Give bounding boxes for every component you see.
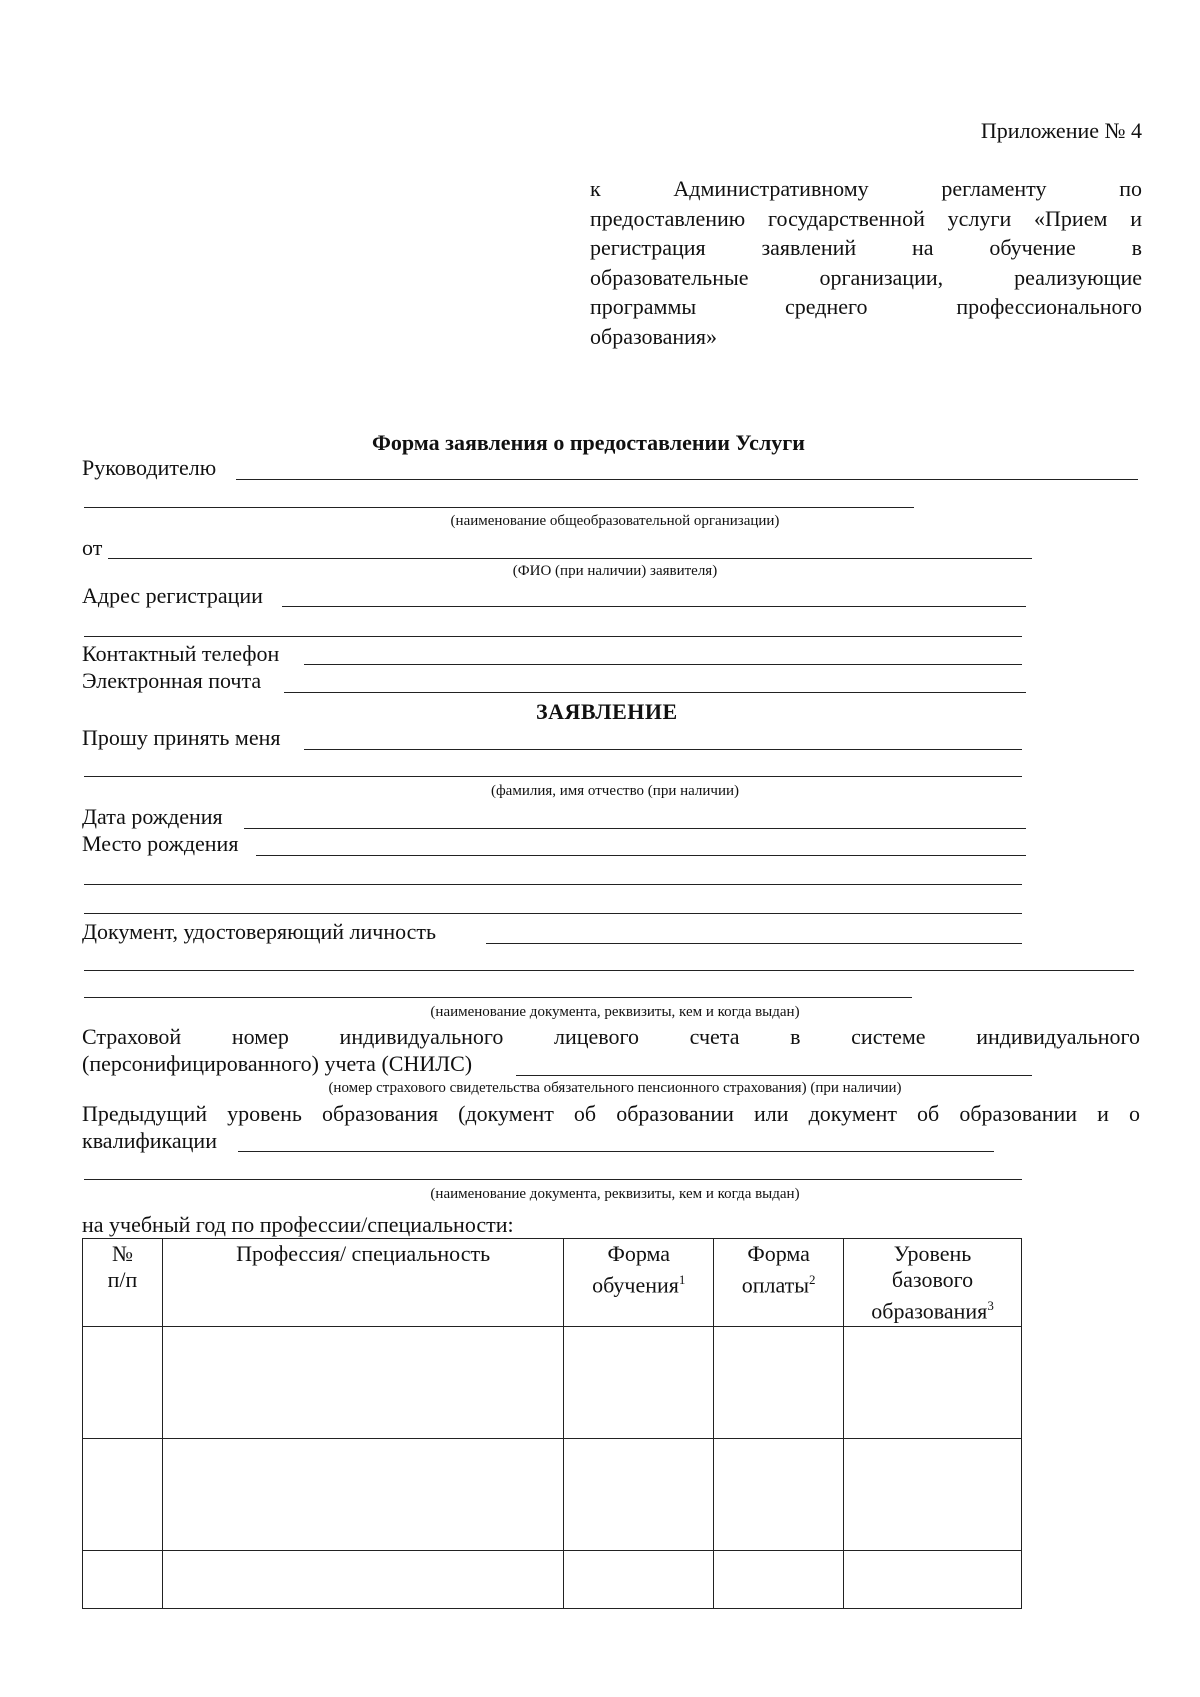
table-cell[interactable]: [83, 1551, 163, 1609]
appendix-line: программы среднего профессионального: [590, 294, 1142, 319]
footnote-ref: 1: [678, 1272, 686, 1287]
table-header-row: [83, 1239, 1022, 1327]
prev-edu-field-2[interactable]: [84, 1179, 1022, 1180]
name-caption: (фамилия, имя отчество (при наличии): [490, 783, 740, 799]
accept-field[interactable]: [304, 749, 1022, 750]
table-cell[interactable]: [564, 1551, 714, 1609]
snils-text: Страховой номер индивидуального лицевого счета в системе индивидуального: [82, 1024, 1140, 1049]
header-payment-form-line: Форма: [747, 1241, 810, 1266]
birth-place-field[interactable]: [256, 855, 1026, 856]
table-cell[interactable]: [714, 1439, 844, 1551]
table-cell[interactable]: [83, 1439, 163, 1551]
table-cell[interactable]: [844, 1327, 1022, 1439]
birth-date-label: Дата рождения: [82, 804, 223, 829]
header-num-sign: №: [111, 1241, 133, 1266]
header-study-form-line: Форма: [607, 1241, 671, 1266]
id-doc-label: Документ, удостоверяющий личность: [82, 919, 437, 944]
address-label: Адрес регистрации: [82, 583, 263, 608]
header-num: [83, 1239, 163, 1327]
phone-label: Контактный телефон: [82, 641, 280, 666]
birth-place-field-2[interactable]: [84, 884, 1022, 885]
header-base-level-line: базового: [891, 1267, 974, 1292]
head-label: Руководителю: [82, 455, 217, 480]
prev-edu-field[interactable]: [238, 1151, 994, 1152]
appendix-number: Приложение № 4: [980, 118, 1142, 143]
header-study-form-text: обучения: [592, 1272, 679, 1298]
appendix-line: регистрация заявлений на обучение в: [590, 235, 1142, 260]
year-line: на учебный год по профессии/специальности:: [82, 1212, 514, 1237]
phone-field[interactable]: [304, 664, 1022, 665]
snils-text-2: (персонифицированного) учета (СНИЛС): [82, 1051, 473, 1076]
id-doc-field-3[interactable]: [84, 997, 912, 998]
table-cell[interactable]: [714, 1551, 844, 1609]
accept-label: Прошу принять меня: [82, 725, 281, 750]
prev-edu-text: Предыдущий уровень образования (документ об образовании или документ об образовании и о: [82, 1101, 1140, 1126]
table-cell[interactable]: [162, 1439, 563, 1551]
appendix-line: предоставлению государственной услуги «Прием и: [590, 205, 1142, 231]
birth-place-field-3[interactable]: [84, 913, 1022, 914]
head-field[interactable]: [236, 479, 1138, 480]
form-title: Форма заявления о предоставлении Услуги: [372, 430, 805, 455]
email-field[interactable]: [284, 692, 1026, 693]
address-field[interactable]: [282, 606, 1026, 607]
table-row: [83, 1439, 1022, 1551]
header-payment-form-line: [718, 1267, 839, 1298]
snils-caption: (номер страхового свидетельства обязательного пенсионного страхования) (при наличии): [328, 1080, 902, 1096]
org-caption: (наименование общеобразовательной организации): [450, 513, 780, 529]
from-field[interactable]: [108, 558, 1032, 559]
footnote-ref: 2: [809, 1272, 816, 1287]
profession-table: [82, 1238, 1022, 1609]
header-base-level-text: образования: [871, 1298, 988, 1324]
table-cell[interactable]: [844, 1551, 1022, 1609]
table-cell[interactable]: [564, 1327, 714, 1439]
appendix-reference: [590, 174, 1142, 351]
prev-edu-text-2: квалификации: [82, 1128, 217, 1153]
from-label: от: [82, 535, 103, 560]
header-base-level: [844, 1239, 1022, 1327]
header-payment-form: [714, 1239, 844, 1327]
address-field-2[interactable]: [84, 636, 1022, 637]
table-cell[interactable]: [844, 1439, 1022, 1551]
table-row: [83, 1327, 1022, 1439]
doc-caption: (наименование документа, реквизиты, кем и когда выдан): [430, 1004, 800, 1020]
header-study-form-line: [568, 1267, 709, 1298]
header-profession: Профессия/ специальность: [162, 1239, 563, 1327]
appendix-line: образовательные организации, реализующие: [590, 264, 1142, 290]
header-num-pp: п/п: [107, 1267, 138, 1292]
birth-date-field[interactable]: [244, 828, 1026, 829]
table-cell[interactable]: [83, 1327, 163, 1439]
table-cell[interactable]: [564, 1439, 714, 1551]
table-cell[interactable]: [162, 1551, 563, 1609]
email-label: Электронная почта: [82, 668, 262, 693]
table-cell[interactable]: [162, 1327, 563, 1439]
appendix-line: образования»: [590, 323, 718, 349]
table-cell[interactable]: [714, 1327, 844, 1439]
birth-place-label: Место рождения: [82, 831, 239, 856]
id-doc-field[interactable]: [486, 943, 1022, 944]
snils-field[interactable]: [516, 1075, 1032, 1076]
footnote-ref: 3: [987, 1298, 994, 1313]
header-payment-form-text: оплаты: [741, 1272, 810, 1298]
doc-caption: (наименование документа, реквизиты, кем и когда выдан): [430, 1186, 800, 1202]
header-study-form: [564, 1239, 714, 1327]
applicant-caption: (ФИО (при наличии) заявителя): [512, 563, 718, 579]
appendix-line: к Административному регламенту по: [590, 176, 1142, 201]
header-base-level-line: Уровень: [893, 1241, 972, 1266]
table-row: [83, 1551, 1022, 1609]
header-base-level-line: [848, 1293, 1017, 1324]
statement-heading: ЗАЯВЛЕНИЕ: [536, 699, 678, 724]
id-doc-field-2[interactable]: [84, 970, 1134, 971]
org-field[interactable]: [84, 507, 914, 508]
accept-field-2[interactable]: [84, 776, 1022, 777]
